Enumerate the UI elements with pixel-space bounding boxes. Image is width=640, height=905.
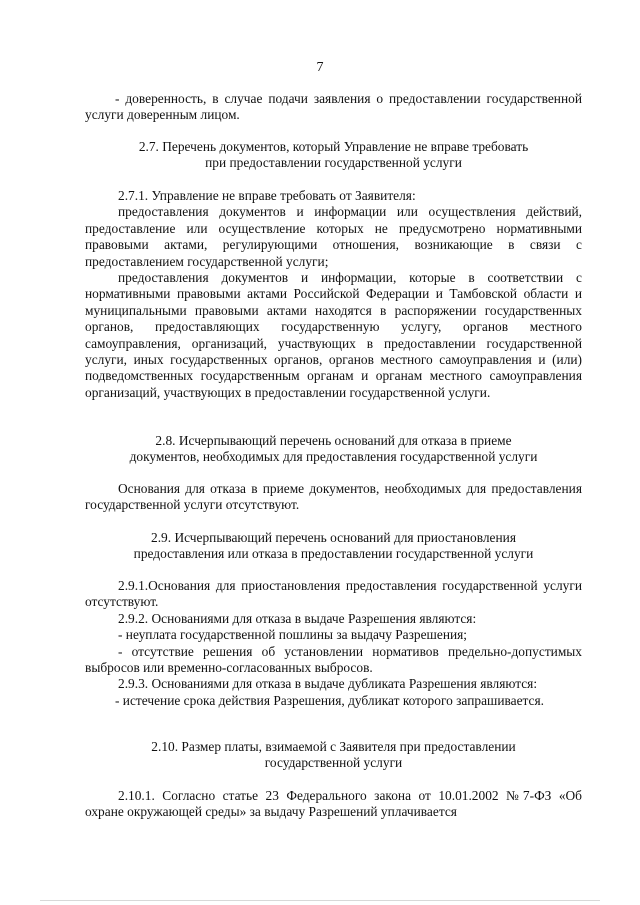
section-2-10-heading-line-1: 2.10. Размер платы, взимаемой с Заявителя при предоставлении [151, 739, 516, 754]
paragraph-2-7-1: 2.7.1. Управление не вправе требовать от Заявителя: [118, 188, 416, 203]
section-2-8-body [85, 481, 582, 514]
paragraph-2-9-2-item-2: - отсутствие решения об установлении нормативов предельно-допустимых выбросов или временно-согласованных выбросов. [85, 643, 582, 676]
section-2-10-heading-line-2: государственной услуги [264, 755, 403, 771]
section-2-8-heading [85, 433, 582, 466]
section-2-7-heading-line-2: при предоставлении государственной услуги [205, 155, 462, 171]
top-list-item [85, 91, 582, 124]
section-2-7-heading-line-1: 2.7. Перечень документов, который Управление не вправе требовать [138, 139, 529, 154]
paragraph-2-7-1-item-2: предоставления документов и информации, которые в соответствии с нормативными правовыми актами Российской Федерации и Тамбовской области и муниципальными правовыми актами находятся в распоряжении государственных органов, предоставляющих государственную услугу, органов местного самоуправления, организаций, участвующих в предоставлении государственной услуги, иных государственных органов, органов местного самоуправления и (или) подведомственных государственным органам и органам местного самоуправления организаций, участвующих в предоставлении государственной услуги. [85, 270, 582, 400]
section-2-9-heading [85, 530, 582, 563]
paragraph-2-9-2-item-1: - неуплата государственной пошлины за выдачу Разрешения; [118, 627, 468, 643]
section-2-9-body [85, 578, 582, 709]
bottom-edge-divider [40, 900, 600, 901]
paragraph-2-9-2: 2.9.2. Основаниями для отказа в выдаче Разрешения являются: [118, 610, 477, 626]
paragraph-2-9-3: 2.9.3. Основаниями для отказа в выдаче дубликата Разрешения являются: [118, 676, 538, 692]
section-2-9-heading-line-2: предоставления или отказа в предоставлении государственной услуги [133, 546, 534, 562]
paragraph-2-10-1: 2.10.1. Согласно статье 23 Федерального закона от 10.01.2002 №7-ФЗ «Об охране окружающей среды» за выдачу Разрешений уплачивается [85, 788, 582, 820]
paragraph-2-7-1-item-1: предоставления документов и информации или осуществления действий, предоставление или осуществление которых не предусмотрено нормативными правовыми актами, регулирующими отношения, возникающие в связи с предоставлением государственной услуги; [85, 204, 582, 269]
power-of-attorney-item: - доверенность, в случае подачи заявления о предоставлении государственной услуги доверенным лицом. [85, 91, 582, 123]
paragraph-2-9-3-item-1: - истечение срока действия Разрешения, дубликат которого запрашивается. [115, 692, 544, 708]
section-2-8-heading-line-1: 2.8. Исчерпывающий перечень оснований для отказа в приеме [155, 433, 512, 448]
section-2-8-heading-line-2: документов, необходимых для предоставления государственной услуги [129, 449, 538, 465]
paragraph-2-8-1: Основания для отказа в приеме документов, необходимых для предоставления государственной услуги отсутствуют. [85, 481, 582, 513]
paragraph-2-9-1: 2.9.1.Основания для приостановления предоставления государственной услуги отсутствуют. [85, 578, 582, 610]
section-2-10-body [85, 788, 582, 821]
section-2-7-body [85, 188, 582, 401]
page-number: 7 [316, 60, 324, 75]
section-2-7-heading [85, 139, 582, 172]
section-2-9-heading-line-1: 2.9. Исчерпывающий перечень оснований для приостановления [151, 530, 516, 545]
section-2-10-heading [85, 739, 582, 772]
